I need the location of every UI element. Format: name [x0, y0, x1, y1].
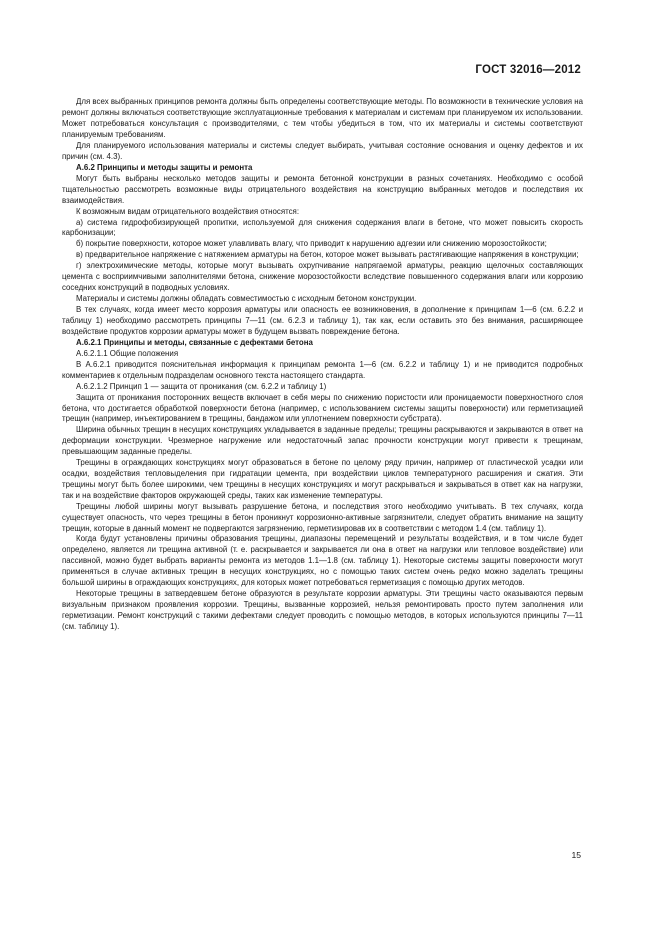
paragraph: Трещины любой ширины могут вызывать разрушение бетона, и последствия этого необходимо учитывать. В тех случаях, когда существует опасность, что через трещины в бетон проникнут коррозионно-активные загрязнители, следует обратить внимание на защиту трещин, которые в данный момент не подвергаются загрязнению, герметизировав их в соответствии с методом 1.4 (см. таблицу 1).	[62, 501, 583, 533]
paragraph: Когда будут установлены причины образования трещины, диапазоны перемещений и результаты воздействия, и в том числе будет определено, является ли трещина активной (т. е. раскрывается и закрывается ли она в ответ на нагрузки или тепловое воздействие) или пассивной, можно будет выбрать варианты ремонта из методов 1.1—1.8 (см. таблицу 1). Некоторые системы защиты поверхности могут применяться в случае активных трещин в несущих конструкциях, но с помощью таких систем очень редко можно заделать трещины большой ширины в ограждающих конструкциях, для которых может потребоваться герметизация с помощью других методов.	[62, 534, 583, 588]
paragraph: Трещины в ограждающих конструкциях могут образоваться в бетоне по целому ряду причин, например от пластической усадки или осадки, воздействия тепловыделения при гидратации цемента, при воздействии циклов температурного расширения и сжатия. Эти трещины могут быть более широкими, чем трещины в несущих конструкциях и могут раскрываться и закрываться в ответ как на нагрузки, так и на воздействие факторов окружающей среды, таких как изменение температуры.	[62, 458, 583, 500]
section-heading: А.6.2.1 Принципы и методы, связанные с дефектами бетона	[76, 338, 313, 348]
paragraph: Могут быть выбраны несколько методов защиты и ремонта бетонной конструкции в разных сочетаниях. Необходимо с особой тщательностью рассмотреть возможные виды отрицательного воздействия на конструкцию выбранных методов и последствия их взаимодействия.	[62, 173, 583, 205]
paragraph: Ширина обычных трещин в несущих конструкциях укладывается в заданные пределы; трещины раскрываются и закрываются в ответ на деформации конструкции. Чрезмерное нагружение или недостаточный запас прочности конструкции могут привести к трещинам, превышающим заданные пределы.	[62, 425, 583, 457]
paragraph: А.6.2.1.1 Общие положения	[76, 349, 179, 359]
paragraph: К возможным видам отрицательного воздействия относятся:	[76, 206, 300, 216]
page-number: 15	[571, 850, 581, 860]
paragraph: В тех случаях, когда имеет место коррозия арматуры или опасность ее возникновения, в дополнение к принципам 1—6 (см. 6.2.2 и таблицу 1) необходимо рассмотреть принципы 7—11 (см. 6.2.3 и таблицу 1), так как, если оставить это без внимания, расширяющее воздействие продуктов коррозии арматуры может в будущем вызвать повреждение бетона.	[62, 304, 583, 336]
paragraph: Материалы и системы должны обладать совместимостью с исходным бетоном конструкции.	[76, 293, 417, 303]
paragraph: г) электрохимические методы, которые могут вызывать охрупчивание напрягаемой арматуры, реакцию щелочных составляющих цемента с восприимчивыми заполнителями бетона, снижение морозостойкости вследствие повышенного содержания влаги или коррозию соседних конструкций в подводных условиях.	[62, 261, 583, 292]
paragraph: Для планируемого использования материалы и системы следует выбирать, учитывая состояние основания и оценку дефектов и их причин (см. 4.3).	[62, 140, 583, 161]
paragraph: а) система гидрофобизирующей пропитки, используемой для снижения содержания влаги в бетоне, что может повысить скорость карбонизации;	[62, 217, 583, 238]
document-body	[62, 97, 583, 633]
paragraph: А.6.2.1.2 Принцип 1 — защита от проникания (см. 6.2.2 и таблицу 1)	[76, 381, 327, 391]
paragraph: в) предварительное напряжение с натяжением арматуры на бетон, которое может вызывать растягивающие напряжения в конструкции;	[76, 250, 579, 260]
document-header: ГОСТ 32016—2012	[475, 64, 581, 76]
section-heading: А.6.2 Принципы и методы защиты и ремонта	[76, 163, 253, 173]
paragraph: В А.6.2.1 приводится пояснительная информация к принципам ремонта 1—6 (см. 6.2.2 и таблицу 1) и не приводится подробных комментариев к отдельным подразделам основного текста настоящего стандарта.	[62, 359, 583, 380]
paragraph: Для всех выбранных принципов ремонта должны быть определены соответствующие методы. По возможности в технические условия на ремонт должны включаться соответствующие эксплуатационные требования к материалам и системам при планируемом их использовании. Может потребоваться консультация с производителями, с тем чтобы убедиться в том, что их материалы и системы соответствуют планируемым требованиям.	[62, 97, 583, 139]
paragraph: б) покрытие поверхности, которое может улавливать влагу, что приводит к нарушению адгезии или снижению морозостойкости;	[76, 239, 547, 249]
paragraph: Некоторые трещины в затвердевшем бетоне образуются в результате коррозии арматуры. Эти трещины часто оказываются первым визуальным признаком проявления коррозии. Трещины, вызванные коррозией, нельзя ремонтировать просто путем заполнения или герметизации. Ремонт конструкций с такими дефектами следует проводить с помощью методов, в которых используются принципы 7—11 (см. таблицу 1).	[62, 588, 583, 631]
paragraph: Защита от проникания посторонних веществ включает в себя меры по снижению пористости или проницаемости поверхностного слоя бетона, что достигается обработкой поверхности бетона (например, с использованием системы защиты поверхности) или герметизацией трещин (например, инъектированием в трещины, бандажом или уплотнением поверхности субстрата).	[62, 392, 583, 424]
